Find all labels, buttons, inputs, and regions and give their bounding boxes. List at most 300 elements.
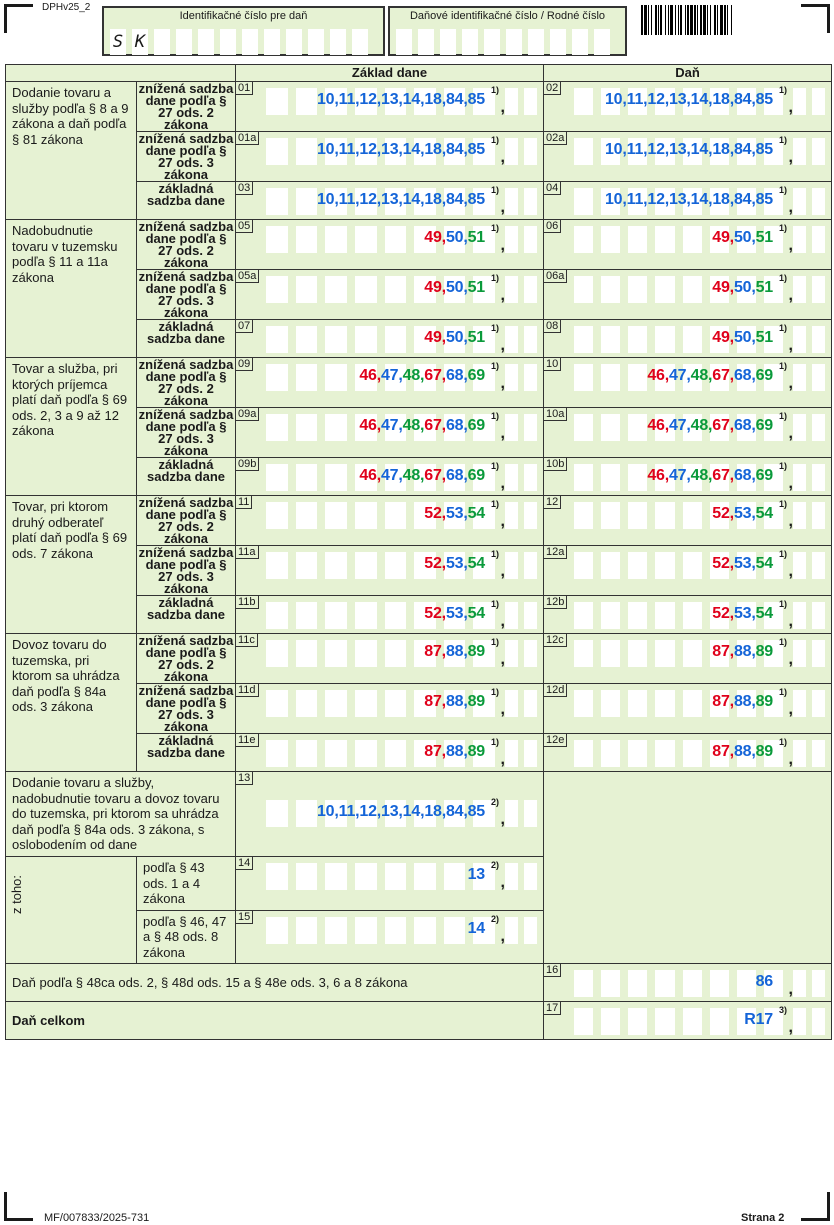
digit-box[interactable] (793, 552, 806, 579)
digit-box[interactable] (601, 364, 620, 391)
digit-box[interactable] (385, 690, 407, 717)
decimal-boxes[interactable] (505, 863, 537, 890)
digit-box[interactable] (524, 800, 537, 827)
dic-char[interactable] (484, 29, 500, 55)
digit-box[interactable] (655, 690, 674, 717)
digit-box[interactable] (325, 863, 347, 890)
digit-box[interactable] (628, 502, 647, 529)
decimal-boxes[interactable] (505, 740, 537, 767)
digit-box[interactable] (574, 602, 593, 629)
digit-box[interactable] (710, 970, 729, 997)
digit-box[interactable] (505, 602, 518, 629)
digit-box[interactable] (793, 690, 806, 717)
ic-dph-char[interactable] (198, 29, 214, 55)
value-field[interactable] (236, 408, 543, 445)
value-field[interactable] (236, 546, 543, 583)
digit-box[interactable] (325, 640, 347, 667)
digit-box[interactable] (325, 326, 347, 353)
digit-box[interactable] (601, 690, 620, 717)
digit-box[interactable] (628, 640, 647, 667)
digit-box[interactable] (266, 276, 288, 303)
digit-box[interactable] (296, 690, 318, 717)
digit-box[interactable] (524, 640, 537, 667)
decimal-boxes[interactable] (505, 364, 537, 391)
ic-dph-char[interactable] (220, 29, 236, 55)
digit-box[interactable] (296, 88, 318, 115)
digit-box[interactable] (793, 138, 806, 165)
digit-box[interactable] (266, 226, 288, 253)
digit-box[interactable] (266, 602, 288, 629)
digit-box[interactable] (266, 188, 288, 215)
digit-boxes[interactable] (266, 917, 495, 944)
digit-box[interactable] (812, 364, 825, 391)
digit-box[interactable] (793, 364, 806, 391)
digit-box[interactable] (683, 740, 702, 767)
digit-box[interactable] (628, 364, 647, 391)
digit-box[interactable] (793, 464, 806, 491)
digit-box[interactable] (812, 464, 825, 491)
digit-box[interactable] (812, 1008, 825, 1035)
digit-box[interactable] (812, 690, 825, 717)
decimal-boxes[interactable] (505, 502, 537, 529)
digit-box[interactable] (574, 326, 593, 353)
digit-box[interactable] (385, 740, 407, 767)
digit-box[interactable] (524, 364, 537, 391)
decimal-boxes[interactable] (505, 602, 537, 629)
digit-box[interactable] (793, 602, 806, 629)
digit-box[interactable] (683, 640, 702, 667)
digit-box[interactable] (574, 226, 593, 253)
digit-box[interactable] (385, 502, 407, 529)
digit-box[interactable] (266, 364, 288, 391)
value-field[interactable] (544, 684, 831, 721)
digit-box[interactable] (355, 552, 377, 579)
digit-box[interactable] (355, 602, 377, 629)
value-field[interactable] (544, 458, 831, 495)
value-field[interactable] (544, 182, 831, 219)
digit-box[interactable] (628, 552, 647, 579)
digit-box[interactable] (325, 690, 347, 717)
digit-box[interactable] (628, 1008, 647, 1035)
digit-box[interactable] (601, 276, 620, 303)
digit-box[interactable] (385, 226, 407, 253)
digit-box[interactable] (737, 970, 756, 997)
digit-box[interactable] (574, 414, 593, 441)
digit-box[interactable] (683, 502, 702, 529)
digit-box[interactable] (266, 863, 288, 890)
value-field[interactable] (544, 496, 831, 533)
value-field[interactable] (236, 320, 543, 357)
digit-box[interactable] (524, 276, 537, 303)
dic-char[interactable] (506, 29, 522, 55)
digit-box[interactable] (505, 276, 518, 303)
digit-box[interactable] (655, 640, 674, 667)
digit-box[interactable] (812, 640, 825, 667)
digit-box[interactable] (655, 1008, 674, 1035)
decimal-boxes[interactable] (505, 917, 537, 944)
dic-char[interactable] (528, 29, 544, 55)
digit-box[interactable] (574, 690, 593, 717)
digit-box[interactable] (601, 464, 620, 491)
digit-box[interactable] (628, 414, 647, 441)
ic-dph-char[interactable]: K (132, 29, 148, 55)
digit-box[interactable] (812, 970, 825, 997)
decimal-boxes[interactable] (793, 502, 825, 529)
digit-box[interactable] (266, 414, 288, 441)
value-field[interactable] (544, 320, 831, 357)
digit-box[interactable] (385, 917, 407, 944)
digit-box[interactable] (296, 414, 318, 441)
value-field[interactable] (236, 270, 543, 307)
digit-box[interactable] (524, 502, 537, 529)
digit-box[interactable] (296, 502, 318, 529)
decimal-boxes[interactable] (793, 364, 825, 391)
digit-box[interactable] (385, 640, 407, 667)
decimal-boxes[interactable] (793, 740, 825, 767)
digit-box[interactable] (505, 640, 518, 667)
digit-box[interactable] (812, 326, 825, 353)
digit-box[interactable] (601, 640, 620, 667)
digit-box[interactable] (574, 88, 593, 115)
digit-box[interactable] (266, 640, 288, 667)
digit-box[interactable] (444, 863, 466, 890)
digit-box[interactable] (524, 226, 537, 253)
digit-box[interactable] (296, 364, 318, 391)
digit-box[interactable] (385, 602, 407, 629)
digit-box[interactable] (524, 414, 537, 441)
digit-box[interactable] (296, 276, 318, 303)
digit-box[interactable] (355, 226, 377, 253)
digit-box[interactable] (524, 326, 537, 353)
decimal-boxes[interactable] (505, 690, 537, 717)
digit-box[interactable] (812, 414, 825, 441)
digit-box[interactable] (574, 970, 593, 997)
digit-box[interactable] (444, 917, 466, 944)
value-field[interactable] (236, 857, 543, 894)
digit-box[interactable] (266, 464, 288, 491)
digit-box[interactable] (325, 464, 347, 491)
digit-box[interactable] (325, 602, 347, 629)
decimal-boxes[interactable] (505, 226, 537, 253)
digit-box[interactable] (793, 970, 806, 997)
ic-dph-char[interactable] (176, 29, 192, 55)
dic-char[interactable] (440, 29, 456, 55)
digit-box[interactable] (793, 88, 806, 115)
value-field[interactable] (236, 358, 543, 395)
decimal-boxes[interactable] (505, 552, 537, 579)
ic-dph-char[interactable] (154, 29, 170, 55)
decimal-boxes[interactable] (793, 640, 825, 667)
digit-box[interactable] (601, 326, 620, 353)
digit-box[interactable] (296, 552, 318, 579)
digit-box[interactable] (655, 326, 674, 353)
digit-box[interactable] (355, 640, 377, 667)
digit-boxes[interactable] (266, 863, 495, 890)
digit-box[interactable] (601, 970, 620, 997)
digit-boxes[interactable] (574, 970, 783, 997)
value-field[interactable] (236, 734, 543, 771)
digit-box[interactable] (266, 552, 288, 579)
digit-box[interactable] (793, 188, 806, 215)
dic-char[interactable] (594, 29, 610, 55)
value-field[interactable] (544, 220, 831, 257)
digit-box[interactable] (385, 552, 407, 579)
decimal-boxes[interactable] (505, 464, 537, 491)
digit-box[interactable] (628, 970, 647, 997)
decimal-boxes[interactable] (793, 88, 825, 115)
digit-box[interactable] (296, 640, 318, 667)
decimal-boxes[interactable] (793, 276, 825, 303)
ic-dph-char[interactable]: S (110, 29, 126, 55)
digit-box[interactable] (296, 800, 318, 827)
digit-box[interactable] (296, 863, 318, 890)
digit-box[interactable] (505, 552, 518, 579)
digit-box[interactable] (505, 226, 518, 253)
dic-char[interactable] (418, 29, 434, 55)
digit-box[interactable] (524, 188, 537, 215)
digit-box[interactable] (683, 226, 702, 253)
digit-box[interactable] (683, 276, 702, 303)
digit-box[interactable] (628, 690, 647, 717)
value-field[interactable] (236, 684, 543, 721)
digit-box[interactable] (355, 863, 377, 890)
ic-dph-char[interactable] (242, 29, 258, 55)
digit-box[interactable] (524, 602, 537, 629)
digit-box[interactable] (296, 740, 318, 767)
digit-box[interactable] (524, 740, 537, 767)
digit-box[interactable] (266, 326, 288, 353)
digit-box[interactable] (812, 88, 825, 115)
decimal-boxes[interactable] (505, 326, 537, 353)
digit-box[interactable] (385, 326, 407, 353)
digit-box[interactable] (505, 138, 518, 165)
digit-box[interactable] (574, 276, 593, 303)
value-field[interactable] (544, 596, 831, 633)
digit-box[interactable] (296, 188, 318, 215)
value-field[interactable] (544, 358, 831, 395)
decimal-boxes[interactable] (505, 88, 537, 115)
digit-box[interactable] (812, 602, 825, 629)
digit-box[interactable] (505, 800, 518, 827)
ic-dph-char[interactable] (264, 29, 280, 55)
digit-box[interactable] (296, 326, 318, 353)
decimal-boxes[interactable] (505, 188, 537, 215)
digit-box[interactable] (524, 552, 537, 579)
digit-box[interactable] (325, 364, 347, 391)
digit-box[interactable] (683, 602, 702, 629)
digit-box[interactable] (505, 740, 518, 767)
digit-box[interactable] (355, 690, 377, 717)
digit-box[interactable] (683, 552, 702, 579)
digit-box[interactable] (355, 740, 377, 767)
digit-box[interactable] (505, 188, 518, 215)
value-field[interactable] (236, 220, 543, 257)
digit-box[interactable] (601, 226, 620, 253)
value-field[interactable] (544, 634, 831, 671)
digit-box[interactable] (812, 552, 825, 579)
value-field[interactable] (544, 408, 831, 445)
digit-box[interactable] (793, 1008, 806, 1035)
digit-box[interactable] (793, 326, 806, 353)
digit-box[interactable] (266, 138, 288, 165)
digit-box[interactable] (266, 690, 288, 717)
digit-box[interactable] (505, 917, 518, 944)
digit-box[interactable] (793, 226, 806, 253)
digit-box[interactable] (574, 740, 593, 767)
digit-box[interactable] (355, 276, 377, 303)
value-field[interactable] (544, 82, 831, 119)
digit-box[interactable] (574, 364, 593, 391)
decimal-boxes[interactable] (793, 690, 825, 717)
ic-dph-input[interactable] (110, 29, 377, 55)
digit-box[interactable] (793, 640, 806, 667)
digit-box[interactable] (628, 602, 647, 629)
digit-box[interactable] (414, 917, 436, 944)
digit-box[interactable] (296, 602, 318, 629)
digit-box[interactable] (355, 326, 377, 353)
value-field[interactable] (236, 596, 543, 633)
digit-box[interactable] (628, 740, 647, 767)
digit-box[interactable] (505, 88, 518, 115)
digit-box[interactable] (574, 1008, 593, 1035)
digit-box[interactable] (524, 464, 537, 491)
value-field[interactable] (236, 496, 543, 533)
digit-box[interactable] (524, 917, 537, 944)
decimal-boxes[interactable] (505, 138, 537, 165)
decimal-boxes[interactable] (505, 414, 537, 441)
value-field[interactable] (544, 734, 831, 771)
digit-box[interactable] (683, 1008, 702, 1035)
digit-box[interactable] (355, 502, 377, 529)
ic-dph-char[interactable] (330, 29, 346, 55)
digit-box[interactable] (524, 88, 537, 115)
decimal-boxes[interactable] (793, 414, 825, 441)
dic-char[interactable] (550, 29, 566, 55)
digit-box[interactable] (296, 917, 318, 944)
digit-box[interactable] (655, 552, 674, 579)
digit-box[interactable] (325, 414, 347, 441)
dic-char[interactable] (462, 29, 478, 55)
value-field[interactable] (236, 182, 543, 219)
digit-box[interactable] (793, 740, 806, 767)
value-field[interactable] (544, 132, 831, 169)
digit-box[interactable] (601, 602, 620, 629)
digit-box[interactable] (505, 464, 518, 491)
decimal-boxes[interactable] (793, 1008, 825, 1035)
value-field[interactable] (236, 772, 543, 852)
digit-box[interactable] (628, 226, 647, 253)
decimal-boxes[interactable] (793, 970, 825, 997)
digit-box[interactable] (628, 326, 647, 353)
digit-box[interactable] (524, 690, 537, 717)
digit-box[interactable] (266, 502, 288, 529)
digit-box[interactable] (325, 552, 347, 579)
digit-box[interactable] (812, 188, 825, 215)
digit-box[interactable] (812, 138, 825, 165)
digit-box[interactable] (655, 602, 674, 629)
decimal-boxes[interactable] (793, 464, 825, 491)
digit-box[interactable] (296, 138, 318, 165)
digit-box[interactable] (574, 552, 593, 579)
digit-box[interactable] (266, 740, 288, 767)
digit-box[interactable] (266, 917, 288, 944)
ic-dph-char[interactable] (352, 29, 368, 55)
decimal-boxes[interactable] (793, 552, 825, 579)
digit-box[interactable] (601, 414, 620, 441)
digit-box[interactable] (296, 464, 318, 491)
digit-box[interactable] (325, 740, 347, 767)
digit-box[interactable] (683, 690, 702, 717)
digit-box[interactable] (655, 502, 674, 529)
dic-char[interactable] (572, 29, 588, 55)
decimal-boxes[interactable] (793, 138, 825, 165)
digit-box[interactable] (812, 226, 825, 253)
ic-dph-char[interactable] (286, 29, 302, 55)
digit-box[interactable] (628, 276, 647, 303)
digit-box[interactable] (812, 276, 825, 303)
digit-box[interactable] (601, 552, 620, 579)
digit-box[interactable] (505, 414, 518, 441)
digit-box[interactable] (325, 917, 347, 944)
digit-box[interactable] (812, 740, 825, 767)
value-field[interactable] (236, 634, 543, 671)
value-field[interactable] (236, 132, 543, 169)
digit-box[interactable] (524, 863, 537, 890)
digit-box[interactable] (655, 226, 674, 253)
digit-box[interactable] (505, 364, 518, 391)
decimal-boxes[interactable] (793, 326, 825, 353)
value-field[interactable] (236, 82, 543, 119)
digit-box[interactable] (710, 1008, 729, 1035)
decimal-boxes[interactable] (505, 276, 537, 303)
digit-box[interactable] (574, 502, 593, 529)
digit-box[interactable] (325, 226, 347, 253)
digit-box[interactable] (601, 502, 620, 529)
digit-box[interactable] (793, 502, 806, 529)
value-field[interactable] (236, 911, 543, 948)
value-field[interactable] (544, 546, 831, 583)
value-field[interactable] (544, 270, 831, 307)
digit-box[interactable] (524, 138, 537, 165)
digit-box[interactable] (655, 276, 674, 303)
dic-input[interactable] (396, 29, 619, 55)
digit-box[interactable] (655, 740, 674, 767)
digit-box[interactable] (505, 690, 518, 717)
digit-box[interactable] (385, 863, 407, 890)
dic-char[interactable] (396, 29, 412, 55)
digit-box[interactable] (601, 740, 620, 767)
digit-box[interactable] (296, 226, 318, 253)
digit-box[interactable] (505, 863, 518, 890)
digit-box[interactable] (601, 1008, 620, 1035)
decimal-boxes[interactable] (793, 226, 825, 253)
digit-box[interactable] (325, 502, 347, 529)
digit-box[interactable] (266, 88, 288, 115)
digit-box[interactable] (414, 863, 436, 890)
value-field[interactable] (544, 964, 831, 1001)
decimal-boxes[interactable] (793, 188, 825, 215)
digit-box[interactable] (385, 276, 407, 303)
decimal-boxes[interactable] (793, 602, 825, 629)
digit-box[interactable] (574, 464, 593, 491)
decimal-boxes[interactable] (505, 800, 537, 827)
digit-box[interactable] (505, 326, 518, 353)
digit-box[interactable] (574, 188, 593, 215)
digit-box[interactable] (628, 464, 647, 491)
value-field[interactable] (236, 458, 543, 495)
digit-box[interactable] (325, 276, 347, 303)
digit-box[interactable] (355, 917, 377, 944)
